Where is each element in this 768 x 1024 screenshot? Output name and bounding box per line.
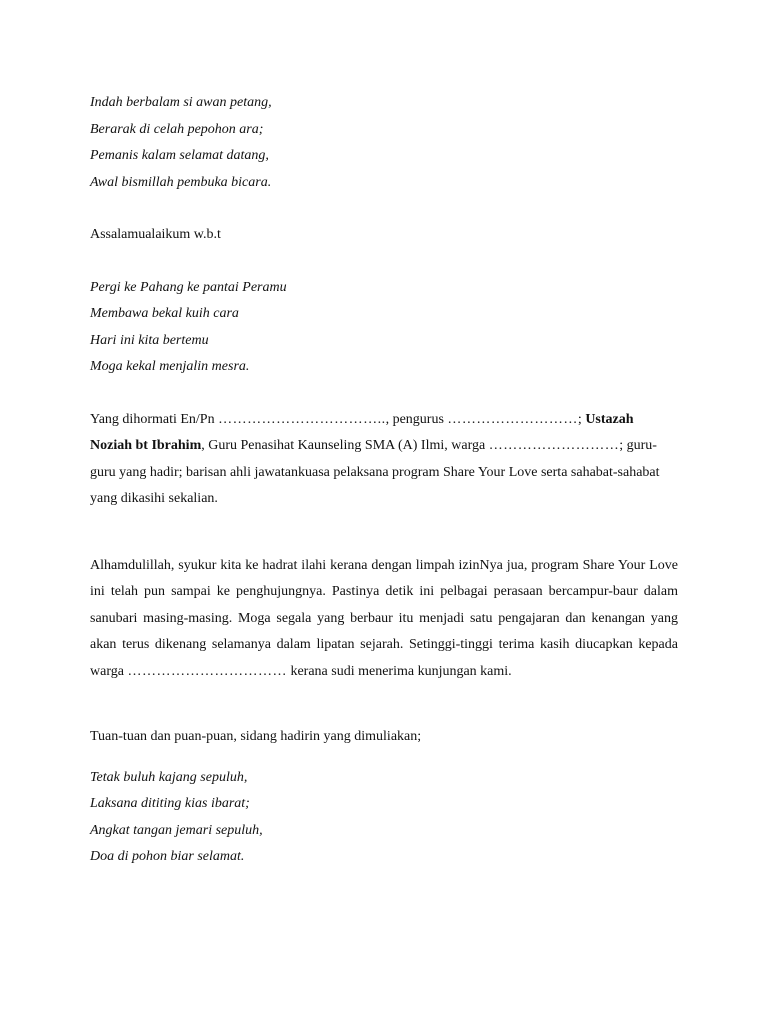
acknowledgement-text: Yang dihormati En/Pn	[90, 411, 219, 427]
gratitude-text: kerana sudi menerima kunjungan kami.	[286, 663, 512, 679]
acknowledgement-paragraph	[90, 407, 678, 513]
greeting: Assalamualaikum w.b.t	[90, 227, 221, 242]
blank-dots: ………………………	[447, 411, 578, 427]
pantun-line: Membawa bekal kuih cara	[90, 306, 239, 321]
blank-dots: ……………………………	[127, 663, 287, 679]
pantun-line: Tetak buluh kajang sepuluh,	[90, 769, 248, 785]
pantun-line: Angkat tangan jemari sepuluh,	[90, 822, 263, 838]
acknowledgement-text: , pengurus	[385, 411, 448, 427]
acknowledgement-text: ; guru-guru yang hadir; barisan ahli jawatankuasa pelaksana program Share Your Love serta sahabat-sahabat yang dikasihi sekalian.	[90, 438, 660, 506]
pantun-line: Laksana dititing kias ibarat;	[90, 796, 250, 811]
pantun-line: Doa di pohon biar selamat.	[90, 849, 245, 864]
pantun-line: Berarak di celah pepohon ara;	[90, 121, 264, 137]
honoured-guest-name: Ustazah Noziah bt Ibrahim	[90, 411, 634, 453]
pantun-line: Awal bismillah pembuka bicara.	[90, 174, 272, 190]
pantun-line: Hari ini kita bertemu	[90, 332, 209, 348]
pantun-line: Moga kekal menjalin mesra.	[90, 359, 250, 374]
pantun-line: Pergi ke Pahang ke pantai Peramu	[90, 279, 287, 295]
blank-dots: ………………………	[488, 438, 620, 453]
welcome-pantun	[90, 275, 678, 381]
pantun-line: Indah berbalam si awan petang,	[90, 95, 272, 110]
pantun-line: Pemanis kalam selamat datang,	[90, 148, 269, 163]
document-page	[90, 90, 678, 871]
gratitude-paragraph	[90, 553, 678, 686]
closing-pantun	[90, 765, 678, 871]
blank-dots: ……………………………..	[218, 411, 386, 427]
gratitude-text: Alhamdulillah, syukur kita ke hadrat ilahi kerana dengan limpah izinNya jua, program Share Your Love ini telah pun sampai ke penghujungnya. Pastinya detik ini pelbagai perasaan bercampur-baur dalam sanubari masing-masing. Moga segala yang berbaur itu menjadi satu pengajaran dan kenangan yang akan terus dikenang selamanya dalam lipatan sejarah. Setinggi-tinggi terima kasih diucapkan kepada warga	[90, 557, 678, 679]
opening-pantun	[90, 90, 678, 196]
acknowledgement-text: ;	[577, 411, 586, 427]
acknowledgement-text: , Guru Penasihat Kaunseling SMA (A) Ilmi, warga	[201, 438, 489, 453]
audience-address: Tuan-tuan dan puan-puan, sidang hadirin yang dimuliakan;	[90, 729, 422, 744]
